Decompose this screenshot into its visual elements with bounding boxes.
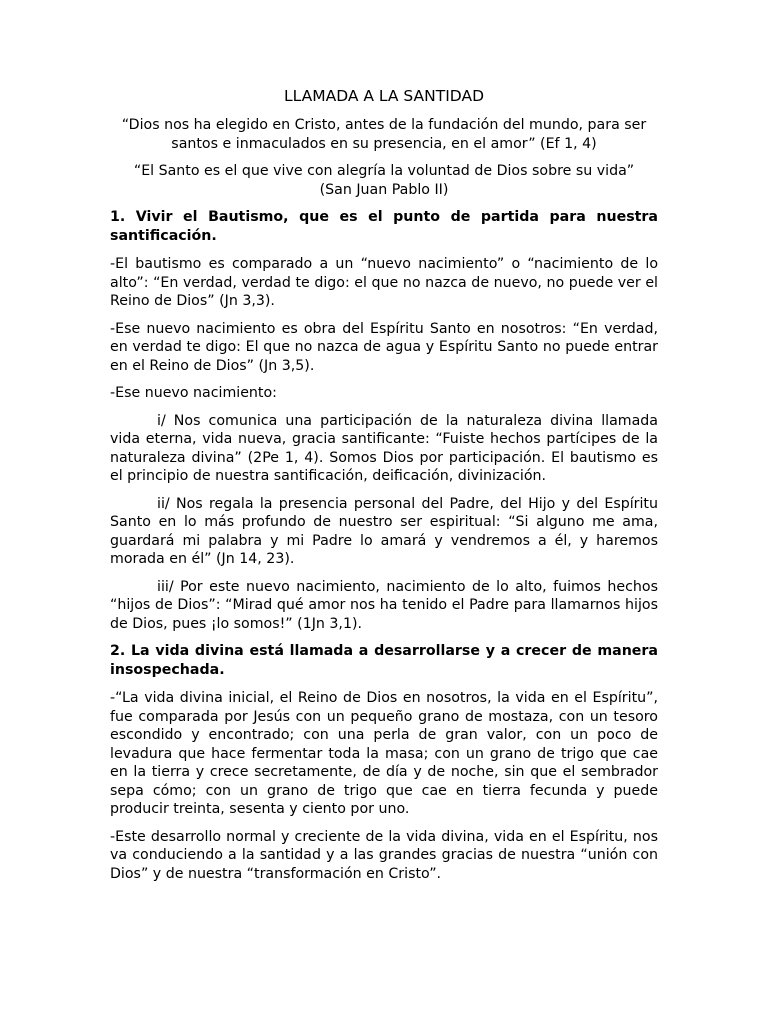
section-1-list-item: iii/ Por este nuevo nacimiento, nacimiento de lo alto, fuimos hechos “hijos de Dios”: “Mirad qué amor nos ha tenido el Padre para llamarnos hijos de Dios, pues ¡lo somos!” (1Jn 3,1). <box>110 578 658 632</box>
epigraph-quote-2 <box>110 162 658 199</box>
section-1-list-item: ii/ Nos regala la presencia personal del Padre, del Hijo y del Espíritu Santo en lo más profundo de nuestro ser espiritual: “Si alguno me ama, guardará mi palabra y mi Padre lo amará y vendremos a él, y haremos morada en él” (Jn 14, 23). <box>110 495 658 567</box>
section-2-heading: 2. La vida divina está llamada a desarrollarse y a crecer de manera insospechada. <box>110 643 658 678</box>
section-1-paragraph: -El bautismo es comparado a un “nuevo nacimiento” o “nacimiento de lo alto”: “En verdad, verdad te digo: el que no nazca de nuevo, no puede ver el Reino de Dios” (Jn 3,3). <box>110 256 658 309</box>
section-1-paragraph: -Ese nuevo nacimiento: <box>110 385 277 401</box>
section-1-paragraph: -Ese nuevo nacimiento es obra del Espíritu Santo en nosotros: “En verdad, en verdad te digo: El que no nazca de agua y Espíritu Santo no puede entrar en el Reino de Dios” (Jn 3,5). <box>110 320 658 374</box>
epigraph-quote-1: “Dios nos ha elegido en Cristo, antes de la fundación del mundo, para ser santos e inmaculados en su presencia, en el amor” (Ef 1, 4) <box>121 117 647 152</box>
epigraph-quote-2-text: “El Santo es el que vive con alegría la voluntad de Dios sobre su vida” <box>133 163 635 179</box>
section-1-list-item: i/ Nos comunica una participación de la naturaleza divina llamada vida eterna, vida nueva, gracia santificante: “Fuiste hechos partícipes de la naturaleza divina” (2Pe 1, 4). Somos Dios por participación. El bautismo es el principio de nuestra santificación, deificación, divinización. <box>110 412 658 484</box>
section-2-paragraph: -Este desarrollo normal y creciente de la vida divina, vida en el Espíritu, nos va conduciendo a la santidad y a las grandes gracias de nuestra “unión con Dios” y de nuestra “transformación en Cristo”. <box>110 828 658 882</box>
section-2-paragraph: -“La vida divina inicial, el Reino de Dios en nosotros, la vida en el Espíritu”, fue comparada por Jesús con un pequeño grano de mostaza, con un tesoro escondido y encontrado; con una perla de gran valor, con un poco de levadura que hace fermentar toda la masa; con un grano de trigo que cae en la tierra y crece secretamente, de día y de noche, sin que el sembrador sepa cómo; con un grano de trigo que cae en tierra fecunda y puede producir treinta, sesenta y ciento por uno. <box>110 690 658 817</box>
section-1-heading: 1. Vivir el Bautismo, que es el punto de partida para nuestra santificación. <box>110 209 658 244</box>
document-title: LLAMADA A LA SANTIDAD <box>283 87 485 105</box>
epigraph-quote-2-attribution: (San Juan Pablo II) <box>319 181 449 198</box>
